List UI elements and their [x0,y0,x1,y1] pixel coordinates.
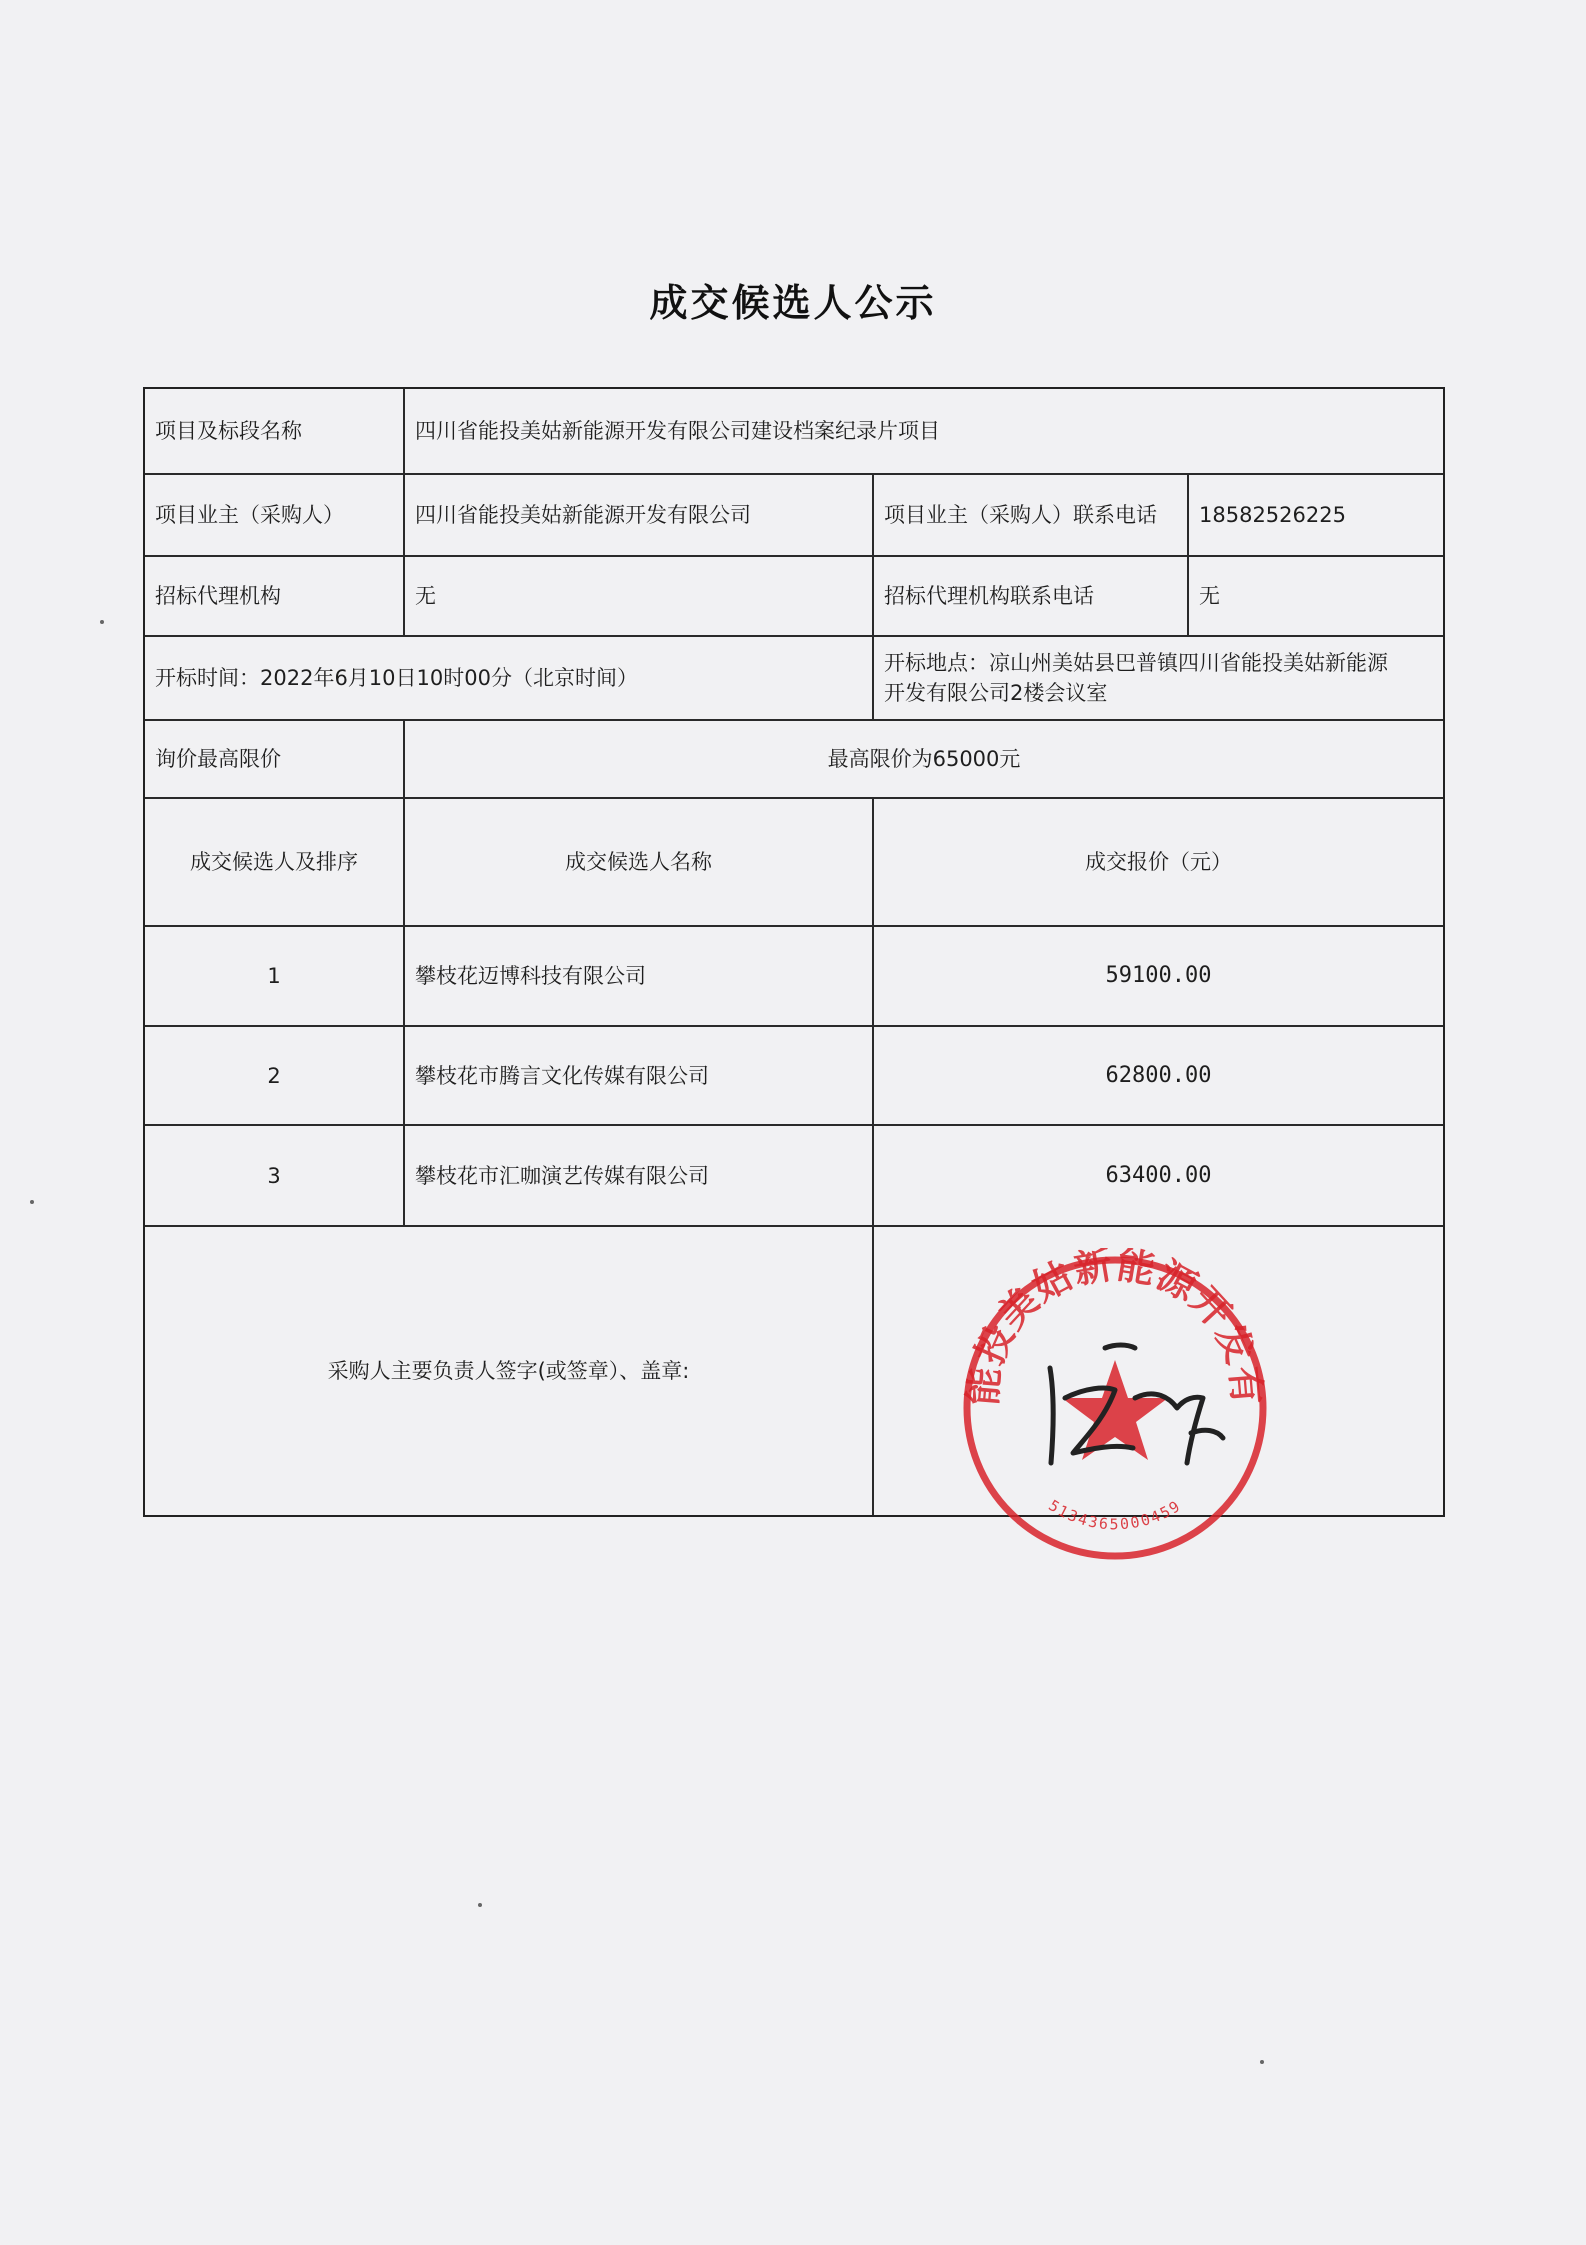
candidate-name: 攀枝花市腾言文化传媒有限公司 [415,1063,709,1088]
candidate-name: 攀枝花市汇咖演艺传媒有限公司 [415,1163,709,1188]
header-rank: 成交候选人及排序 [190,850,358,874]
seal-text: 能投美姑新能源开发有 [960,1248,1270,1408]
owner-label: 项目业主（采购人） [155,503,344,527]
open-place-line1: 开标地点：凉山州美姑县巴普镇四川省能投美姑新能源 [884,651,1388,675]
company-seal [955,1248,1275,1568]
owner-phone-label: 项目业主（采购人）联系电话 [884,503,1157,527]
agent-value: 无 [415,584,436,608]
agent-label: 招标代理机构 [155,584,281,608]
candidate-rank: 1 [267,964,281,988]
candidate-price: 59100.00 [1105,963,1212,988]
signature-label: 采购人主要负责人签字(或签章）、盖章: [327,1359,690,1383]
owner-phone-value: 18582526225 [1199,503,1346,527]
price-limit-label: 询价最高限价 [155,747,281,771]
candidate-rank: 3 [267,1163,281,1188]
header-name: 成交候选人名称 [565,850,712,874]
project-name-label: 项目及标段名称 [155,419,302,443]
seal-graphic [955,1248,1275,1568]
open-time: 开标时间：2022年6月10日10时00分（北京时间） [155,666,638,690]
page-title: 成交候选人公示 [649,281,937,325]
svg-text:5134365000459 [1045,1496,1184,1533]
candidate-name: 攀枝花迈博科技有限公司 [415,964,646,988]
owner-value: 四川省能投美姑新能源开发有限公司 [415,503,751,527]
agent-phone-label: 招标代理机构联系电话 [884,584,1094,608]
project-name-value: 四川省能投美姑新能源开发有限公司建设档案纪录片项目 [415,419,940,443]
open-place [874,637,1443,719]
agent-phone-value: 无 [1199,584,1220,608]
open-place-line2: 开发有限公司2楼会议室 [884,681,1108,705]
seal-code: 5134365000459 [1045,1496,1185,1534]
scan-speck [478,1903,482,1907]
candidate-price: 62800.00 [1105,1062,1212,1088]
candidate-price: 63400.00 [1105,1162,1212,1188]
header-price: 成交报价（元） [1085,850,1232,874]
scan-speck [100,620,104,624]
scan-speck [30,1200,34,1204]
scan-speck [1260,2060,1264,2064]
price-limit-value: 最高限价为65000元 [827,747,1021,771]
candidate-rank: 2 [267,1063,281,1088]
